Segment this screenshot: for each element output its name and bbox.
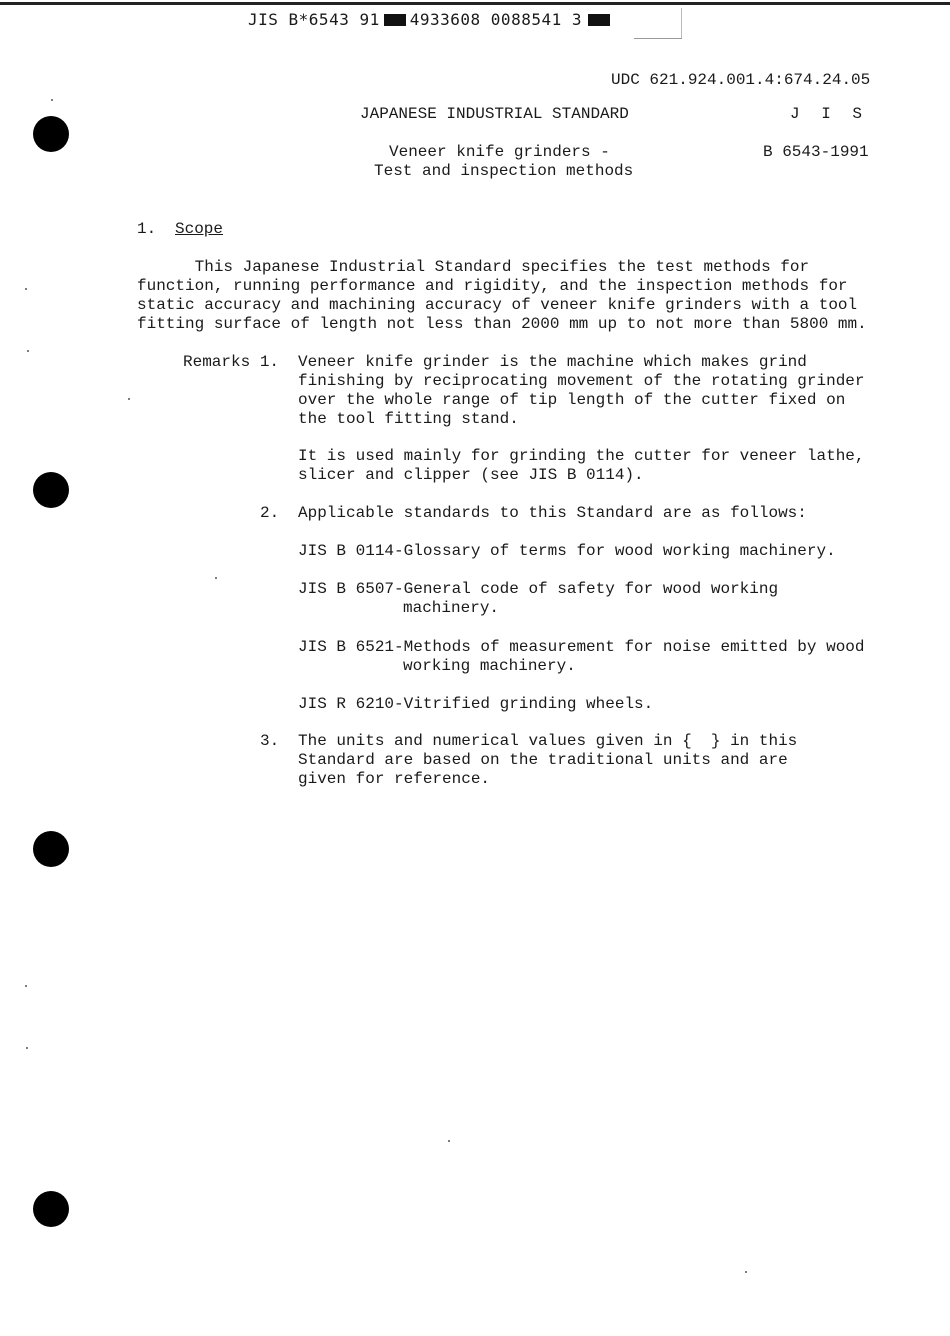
standard-reference [298, 695, 878, 714]
remark-1-text: Veneer knife grinder is the machine which makes grind finishing by reciprocating movement of the rotating grinder over the whole range of tip length of the cutter fixed on the tool fitting stand. [298, 353, 865, 428]
speck [26, 1047, 28, 1049]
jis-mark: J I S [790, 105, 869, 123]
section-title: Scope [175, 220, 224, 238]
speck [745, 1271, 747, 1273]
speck [448, 1140, 450, 1142]
remark-3-number: 3. [260, 732, 280, 750]
remarks-label: Remarks 1. [183, 353, 280, 371]
black-block [588, 14, 610, 26]
udc-number: UDC 621.924.001.4:674.24.05 [611, 71, 871, 89]
section-number: 1. [137, 220, 157, 238]
standard-reference [298, 580, 878, 618]
standard-reference [298, 542, 878, 561]
document-code-header [248, 10, 610, 29]
punch-hole [33, 831, 69, 867]
standard-reference-text: JIS B 0114-Glossary of terms for wood working machinery. [298, 542, 836, 560]
speck [51, 99, 53, 101]
remark-2-number: 2. [260, 504, 280, 522]
standard-reference-continuation: working machinery. [403, 657, 576, 675]
header-rule-vertical [681, 8, 682, 38]
header-rule [634, 38, 682, 39]
standard-reference-text: JIS R 6210-Vitrified grinding wheels. [298, 695, 654, 713]
speck [128, 398, 130, 400]
speck [25, 985, 27, 987]
speck [25, 288, 27, 290]
punch-hole [33, 1191, 69, 1227]
punch-hole [33, 472, 69, 508]
code-mid: 4933608 0088541 3 [409, 10, 582, 29]
remark-3-text: The units and numerical values given in { } in this Standard are based on the traditional units and are given for reference. [298, 732, 798, 788]
standard-reference-text: JIS B 6507-General code of safety for wood working [298, 580, 779, 598]
black-block [384, 14, 406, 26]
standard-number: B 6543-1991 [763, 143, 869, 161]
standard-reference-text: JIS B 6521-Methods of measurement for noise emitted by wood [298, 638, 865, 656]
title-line-1: Veneer knife grinders - [389, 143, 610, 161]
top-border [0, 2, 950, 5]
code-left: JIS B*6543 91 [248, 10, 380, 29]
title-line-2: Test and inspection methods [374, 162, 634, 180]
standard-org: JAPANESE INDUSTRIAL STANDARD [360, 105, 629, 123]
standard-reference-continuation: machinery. [403, 599, 500, 617]
scope-paragraph: This Japanese Industrial Standard specifies the test methods for function, running performance and rigidity, and the inspection methods for static accuracy and machining accuracy of veneer knife grinders with a tool fitting surface of length not less than 2000 mm up to not more than 5800 mm. [137, 258, 867, 333]
speck [27, 350, 29, 352]
punch-hole [33, 116, 69, 152]
standard-reference [298, 638, 878, 676]
speck [215, 577, 217, 579]
remark-2-text: Applicable standards to this Standard are as follows: [298, 504, 807, 522]
remark-1-text-2: It is used mainly for grinding the cutter for veneer lathe, slicer and clipper (see JIS B 0114). [298, 447, 865, 484]
